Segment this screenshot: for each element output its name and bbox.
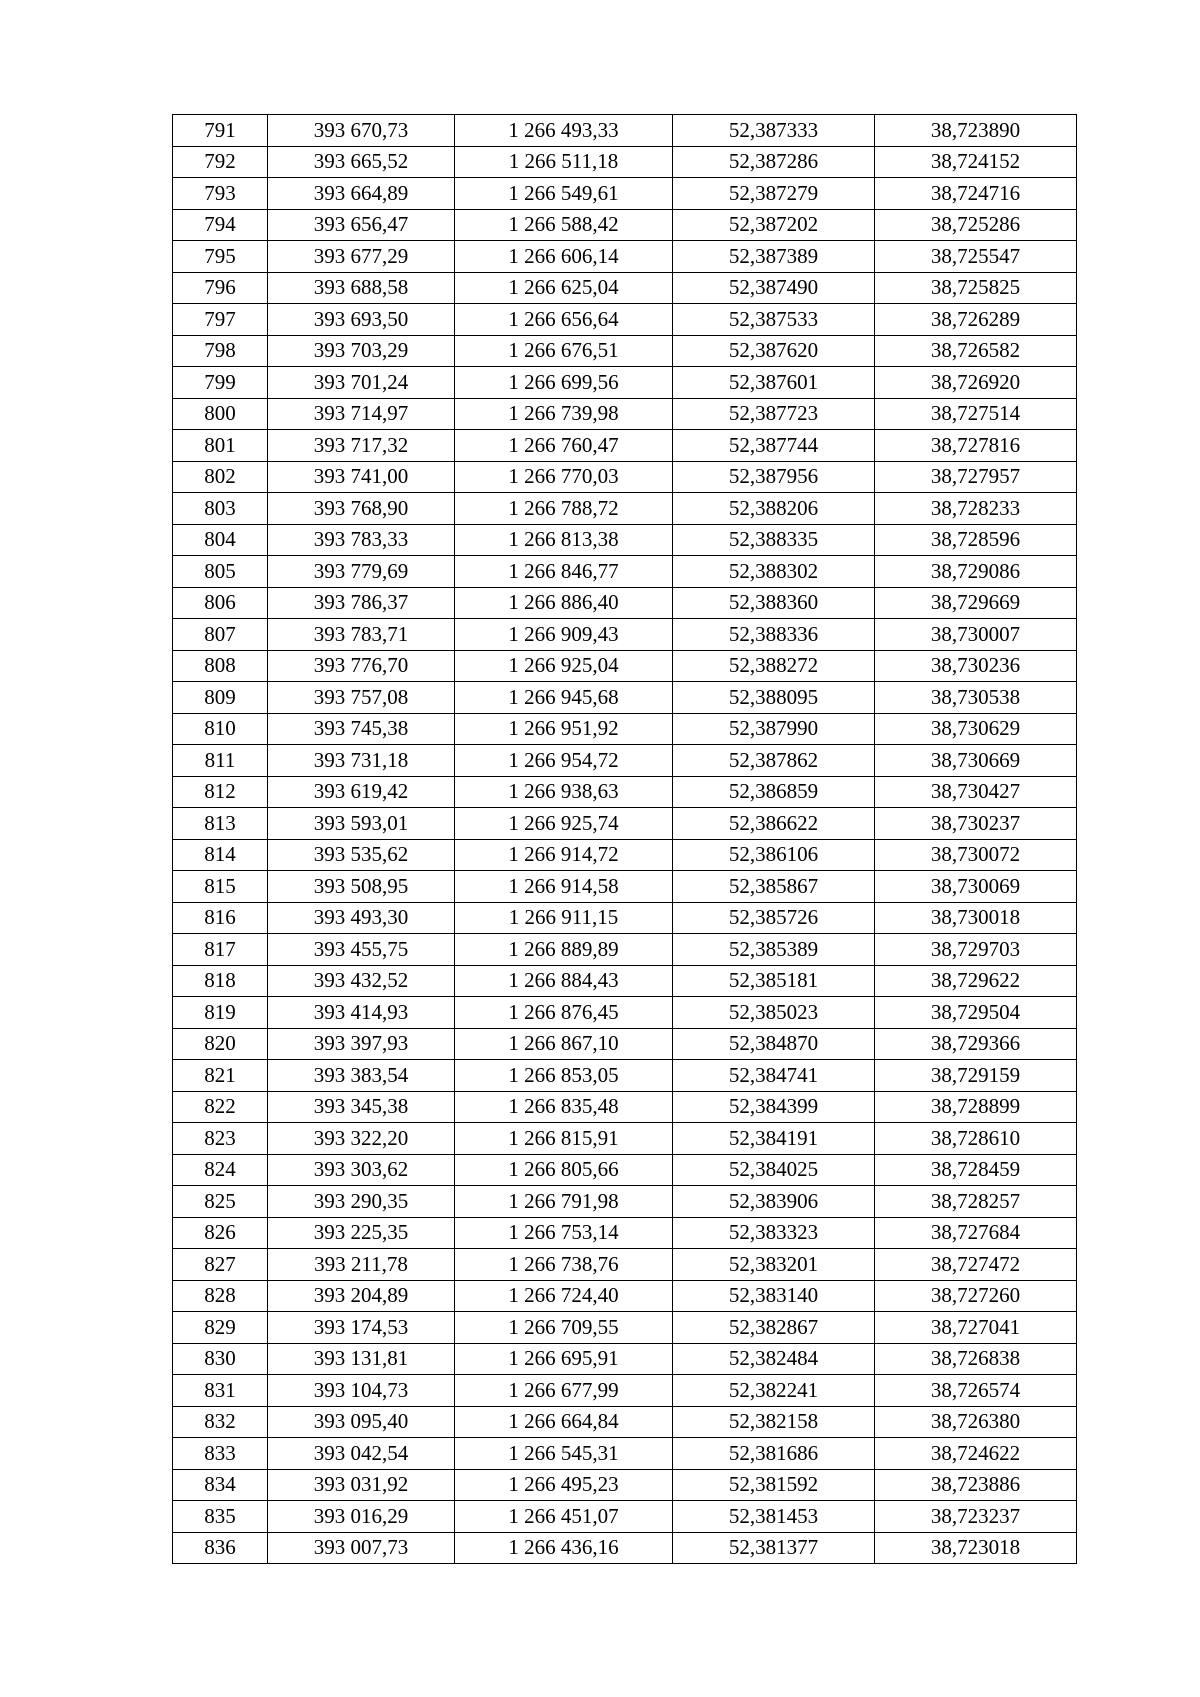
point-number-cell: 804 xyxy=(173,524,268,556)
y-coordinate-cell: 1 266 813,38 xyxy=(455,524,673,556)
x-coordinate-cell: 393 776,70 xyxy=(268,650,455,682)
table-row xyxy=(173,745,1077,777)
x-coordinate-cell: 393 783,71 xyxy=(268,619,455,651)
point-number-cell: 797 xyxy=(173,304,268,336)
latitude-cell: 52,388206 xyxy=(673,493,875,525)
x-coordinate-cell: 393 619,42 xyxy=(268,776,455,808)
table-row xyxy=(173,115,1077,147)
latitude-cell: 52,383323 xyxy=(673,1217,875,1249)
x-coordinate-cell: 393 768,90 xyxy=(268,493,455,525)
point-number-cell: 835 xyxy=(173,1501,268,1533)
y-coordinate-cell: 1 266 699,56 xyxy=(455,367,673,399)
y-coordinate-cell: 1 266 835,48 xyxy=(455,1091,673,1123)
table-row xyxy=(173,1375,1077,1407)
y-coordinate-cell: 1 266 909,43 xyxy=(455,619,673,651)
point-number-cell: 813 xyxy=(173,808,268,840)
longitude-cell: 38,728233 xyxy=(875,493,1077,525)
table-row xyxy=(173,272,1077,304)
table-row xyxy=(173,1060,1077,1092)
longitude-cell: 38,728257 xyxy=(875,1186,1077,1218)
y-coordinate-cell: 1 266 739,98 xyxy=(455,398,673,430)
longitude-cell: 38,727816 xyxy=(875,430,1077,462)
y-coordinate-cell: 1 266 925,74 xyxy=(455,808,673,840)
x-coordinate-cell: 393 508,95 xyxy=(268,871,455,903)
table-row xyxy=(173,461,1077,493)
point-number-cell: 821 xyxy=(173,1060,268,1092)
x-coordinate-cell: 393 322,20 xyxy=(268,1123,455,1155)
point-number-cell: 817 xyxy=(173,934,268,966)
x-coordinate-cell: 393 016,29 xyxy=(268,1501,455,1533)
y-coordinate-cell: 1 266 738,76 xyxy=(455,1249,673,1281)
x-coordinate-cell: 393 432,52 xyxy=(268,965,455,997)
x-coordinate-cell: 393 397,93 xyxy=(268,1028,455,1060)
longitude-cell: 38,725547 xyxy=(875,241,1077,273)
x-coordinate-cell: 393 714,97 xyxy=(268,398,455,430)
latitude-cell: 52,387601 xyxy=(673,367,875,399)
point-number-cell: 794 xyxy=(173,209,268,241)
y-coordinate-cell: 1 266 791,98 xyxy=(455,1186,673,1218)
y-coordinate-cell: 1 266 954,72 xyxy=(455,745,673,777)
table-row xyxy=(173,1123,1077,1155)
longitude-cell: 38,723890 xyxy=(875,115,1077,147)
y-coordinate-cell: 1 266 724,40 xyxy=(455,1280,673,1312)
latitude-cell: 52,387620 xyxy=(673,335,875,367)
latitude-cell: 52,387723 xyxy=(673,398,875,430)
table-row xyxy=(173,1186,1077,1218)
latitude-cell: 52,384191 xyxy=(673,1123,875,1155)
latitude-cell: 52,385181 xyxy=(673,965,875,997)
point-number-cell: 792 xyxy=(173,146,268,178)
point-number-cell: 824 xyxy=(173,1154,268,1186)
point-number-cell: 799 xyxy=(173,367,268,399)
latitude-cell: 52,382158 xyxy=(673,1406,875,1438)
table-row xyxy=(173,1217,1077,1249)
table-row xyxy=(173,839,1077,871)
table-row xyxy=(173,335,1077,367)
y-coordinate-cell: 1 266 676,51 xyxy=(455,335,673,367)
table-row xyxy=(173,619,1077,651)
point-number-cell: 795 xyxy=(173,241,268,273)
table-row xyxy=(173,430,1077,462)
y-coordinate-cell: 1 266 753,14 xyxy=(455,1217,673,1249)
point-number-cell: 833 xyxy=(173,1438,268,1470)
longitude-cell: 38,725825 xyxy=(875,272,1077,304)
table-row xyxy=(173,367,1077,399)
longitude-cell: 38,727041 xyxy=(875,1312,1077,1344)
latitude-cell: 52,388302 xyxy=(673,556,875,588)
longitude-cell: 38,729504 xyxy=(875,997,1077,1029)
point-number-cell: 834 xyxy=(173,1469,268,1501)
y-coordinate-cell: 1 266 914,58 xyxy=(455,871,673,903)
y-coordinate-cell: 1 266 853,05 xyxy=(455,1060,673,1092)
point-number-cell: 802 xyxy=(173,461,268,493)
table-row xyxy=(173,871,1077,903)
y-coordinate-cell: 1 266 805,66 xyxy=(455,1154,673,1186)
x-coordinate-cell: 393 677,29 xyxy=(268,241,455,273)
table-row xyxy=(173,1438,1077,1470)
y-coordinate-cell: 1 266 549,61 xyxy=(455,178,673,210)
table-row xyxy=(173,1406,1077,1438)
table-row xyxy=(173,1091,1077,1123)
longitude-cell: 38,730236 xyxy=(875,650,1077,682)
table-row xyxy=(173,146,1077,178)
table-row xyxy=(173,1249,1077,1281)
longitude-cell: 38,730072 xyxy=(875,839,1077,871)
table-row xyxy=(173,493,1077,525)
latitude-cell: 52,384741 xyxy=(673,1060,875,1092)
latitude-cell: 52,387990 xyxy=(673,713,875,745)
point-number-cell: 808 xyxy=(173,650,268,682)
point-number-cell: 798 xyxy=(173,335,268,367)
point-number-cell: 811 xyxy=(173,745,268,777)
latitude-cell: 52,387279 xyxy=(673,178,875,210)
point-number-cell: 820 xyxy=(173,1028,268,1060)
table-row xyxy=(173,178,1077,210)
longitude-cell: 38,726289 xyxy=(875,304,1077,336)
latitude-cell: 52,388336 xyxy=(673,619,875,651)
longitude-cell: 38,727260 xyxy=(875,1280,1077,1312)
table-row xyxy=(173,776,1077,808)
point-number-cell: 832 xyxy=(173,1406,268,1438)
y-coordinate-cell: 1 266 588,42 xyxy=(455,209,673,241)
x-coordinate-cell: 393 204,89 xyxy=(268,1280,455,1312)
table-row xyxy=(173,1532,1077,1564)
x-coordinate-cell: 393 703,29 xyxy=(268,335,455,367)
point-number-cell: 809 xyxy=(173,682,268,714)
latitude-cell: 52,381453 xyxy=(673,1501,875,1533)
latitude-cell: 52,384870 xyxy=(673,1028,875,1060)
longitude-cell: 38,730018 xyxy=(875,902,1077,934)
table-row xyxy=(173,209,1077,241)
latitude-cell: 52,385867 xyxy=(673,871,875,903)
table-row xyxy=(173,524,1077,556)
y-coordinate-cell: 1 266 493,33 xyxy=(455,115,673,147)
x-coordinate-cell: 393 664,89 xyxy=(268,178,455,210)
point-number-cell: 822 xyxy=(173,1091,268,1123)
y-coordinate-cell: 1 266 451,07 xyxy=(455,1501,673,1533)
latitude-cell: 52,384399 xyxy=(673,1091,875,1123)
y-coordinate-cell: 1 266 695,91 xyxy=(455,1343,673,1375)
x-coordinate-cell: 393 783,33 xyxy=(268,524,455,556)
latitude-cell: 52,387202 xyxy=(673,209,875,241)
x-coordinate-cell: 393 745,38 xyxy=(268,713,455,745)
y-coordinate-cell: 1 266 945,68 xyxy=(455,682,673,714)
latitude-cell: 52,383140 xyxy=(673,1280,875,1312)
y-coordinate-cell: 1 266 511,18 xyxy=(455,146,673,178)
point-number-cell: 803 xyxy=(173,493,268,525)
longitude-cell: 38,727472 xyxy=(875,1249,1077,1281)
x-coordinate-cell: 393 225,35 xyxy=(268,1217,455,1249)
longitude-cell: 38,727957 xyxy=(875,461,1077,493)
longitude-cell: 38,725286 xyxy=(875,209,1077,241)
table-row xyxy=(173,1501,1077,1533)
point-number-cell: 830 xyxy=(173,1343,268,1375)
point-number-cell: 806 xyxy=(173,587,268,619)
latitude-cell: 52,383201 xyxy=(673,1249,875,1281)
latitude-cell: 52,381592 xyxy=(673,1469,875,1501)
table-row xyxy=(173,1280,1077,1312)
y-coordinate-cell: 1 266 867,10 xyxy=(455,1028,673,1060)
longitude-cell: 38,728610 xyxy=(875,1123,1077,1155)
x-coordinate-cell: 393 290,35 xyxy=(268,1186,455,1218)
longitude-cell: 38,730007 xyxy=(875,619,1077,651)
point-number-cell: 829 xyxy=(173,1312,268,1344)
x-coordinate-cell: 393 741,00 xyxy=(268,461,455,493)
y-coordinate-cell: 1 266 911,15 xyxy=(455,902,673,934)
point-number-cell: 836 xyxy=(173,1532,268,1564)
y-coordinate-cell: 1 266 914,72 xyxy=(455,839,673,871)
table-row xyxy=(173,650,1077,682)
y-coordinate-cell: 1 266 951,92 xyxy=(455,713,673,745)
latitude-cell: 52,382867 xyxy=(673,1312,875,1344)
table-row xyxy=(173,241,1077,273)
x-coordinate-cell: 393 693,50 xyxy=(268,304,455,336)
y-coordinate-cell: 1 266 846,77 xyxy=(455,556,673,588)
table-row xyxy=(173,997,1077,1029)
point-number-cell: 810 xyxy=(173,713,268,745)
y-coordinate-cell: 1 266 815,91 xyxy=(455,1123,673,1155)
longitude-cell: 38,726582 xyxy=(875,335,1077,367)
table-row xyxy=(173,398,1077,430)
longitude-cell: 38,730538 xyxy=(875,682,1077,714)
latitude-cell: 52,387533 xyxy=(673,304,875,336)
x-coordinate-cell: 393 779,69 xyxy=(268,556,455,588)
x-coordinate-cell: 393 717,32 xyxy=(268,430,455,462)
y-coordinate-cell: 1 266 760,47 xyxy=(455,430,673,462)
table-row xyxy=(173,902,1077,934)
longitude-cell: 38,729703 xyxy=(875,934,1077,966)
latitude-cell: 52,385389 xyxy=(673,934,875,966)
longitude-cell: 38,726574 xyxy=(875,1375,1077,1407)
y-coordinate-cell: 1 266 677,99 xyxy=(455,1375,673,1407)
latitude-cell: 52,386859 xyxy=(673,776,875,808)
point-number-cell: 814 xyxy=(173,839,268,871)
table-row xyxy=(173,1469,1077,1501)
latitude-cell: 52,381377 xyxy=(673,1532,875,1564)
longitude-cell: 38,730069 xyxy=(875,871,1077,903)
y-coordinate-cell: 1 266 884,43 xyxy=(455,965,673,997)
latitude-cell: 52,383906 xyxy=(673,1186,875,1218)
latitude-cell: 52,388335 xyxy=(673,524,875,556)
latitude-cell: 52,387490 xyxy=(673,272,875,304)
x-coordinate-cell: 393 665,52 xyxy=(268,146,455,178)
y-coordinate-cell: 1 266 876,45 xyxy=(455,997,673,1029)
y-coordinate-cell: 1 266 709,55 xyxy=(455,1312,673,1344)
longitude-cell: 38,727684 xyxy=(875,1217,1077,1249)
longitude-cell: 38,729622 xyxy=(875,965,1077,997)
point-number-cell: 819 xyxy=(173,997,268,1029)
x-coordinate-cell: 393 786,37 xyxy=(268,587,455,619)
y-coordinate-cell: 1 266 545,31 xyxy=(455,1438,673,1470)
point-number-cell: 827 xyxy=(173,1249,268,1281)
point-number-cell: 801 xyxy=(173,430,268,462)
longitude-cell: 38,726920 xyxy=(875,367,1077,399)
x-coordinate-cell: 393 031,92 xyxy=(268,1469,455,1501)
table-row xyxy=(173,934,1077,966)
latitude-cell: 52,387286 xyxy=(673,146,875,178)
coordinates-table-body xyxy=(173,115,1077,1564)
latitude-cell: 52,388272 xyxy=(673,650,875,682)
x-coordinate-cell: 393 701,24 xyxy=(268,367,455,399)
x-coordinate-cell: 393 593,01 xyxy=(268,808,455,840)
latitude-cell: 52,388360 xyxy=(673,587,875,619)
y-coordinate-cell: 1 266 625,04 xyxy=(455,272,673,304)
x-coordinate-cell: 393 131,81 xyxy=(268,1343,455,1375)
longitude-cell: 38,730427 xyxy=(875,776,1077,808)
table-row xyxy=(173,1312,1077,1344)
longitude-cell: 38,730669 xyxy=(875,745,1077,777)
x-coordinate-cell: 393 414,93 xyxy=(268,997,455,1029)
point-number-cell: 831 xyxy=(173,1375,268,1407)
point-number-cell: 818 xyxy=(173,965,268,997)
latitude-cell: 52,385023 xyxy=(673,997,875,1029)
point-number-cell: 791 xyxy=(173,115,268,147)
table-row xyxy=(173,1028,1077,1060)
y-coordinate-cell: 1 266 770,03 xyxy=(455,461,673,493)
x-coordinate-cell: 393 731,18 xyxy=(268,745,455,777)
point-number-cell: 816 xyxy=(173,902,268,934)
point-number-cell: 800 xyxy=(173,398,268,430)
table-row xyxy=(173,587,1077,619)
x-coordinate-cell: 393 303,62 xyxy=(268,1154,455,1186)
x-coordinate-cell: 393 104,73 xyxy=(268,1375,455,1407)
latitude-cell: 52,385726 xyxy=(673,902,875,934)
point-number-cell: 825 xyxy=(173,1186,268,1218)
longitude-cell: 38,724716 xyxy=(875,178,1077,210)
x-coordinate-cell: 393 211,78 xyxy=(268,1249,455,1281)
y-coordinate-cell: 1 266 886,40 xyxy=(455,587,673,619)
longitude-cell: 38,727514 xyxy=(875,398,1077,430)
y-coordinate-cell: 1 266 889,89 xyxy=(455,934,673,966)
longitude-cell: 38,723018 xyxy=(875,1532,1077,1564)
point-number-cell: 805 xyxy=(173,556,268,588)
x-coordinate-cell: 393 345,38 xyxy=(268,1091,455,1123)
point-number-cell: 828 xyxy=(173,1280,268,1312)
table-row xyxy=(173,1154,1077,1186)
table-row xyxy=(173,556,1077,588)
latitude-cell: 52,387744 xyxy=(673,430,875,462)
latitude-cell: 52,388095 xyxy=(673,682,875,714)
longitude-cell: 38,729086 xyxy=(875,556,1077,588)
latitude-cell: 52,386106 xyxy=(673,839,875,871)
x-coordinate-cell: 393 042,54 xyxy=(268,1438,455,1470)
latitude-cell: 52,382484 xyxy=(673,1343,875,1375)
latitude-cell: 52,381686 xyxy=(673,1438,875,1470)
latitude-cell: 52,387333 xyxy=(673,115,875,147)
x-coordinate-cell: 393 688,58 xyxy=(268,272,455,304)
y-coordinate-cell: 1 266 436,16 xyxy=(455,1532,673,1564)
x-coordinate-cell: 393 493,30 xyxy=(268,902,455,934)
longitude-cell: 38,723886 xyxy=(875,1469,1077,1501)
table-row xyxy=(173,682,1077,714)
latitude-cell: 52,387956 xyxy=(673,461,875,493)
longitude-cell: 38,726838 xyxy=(875,1343,1077,1375)
longitude-cell: 38,729669 xyxy=(875,587,1077,619)
longitude-cell: 38,729159 xyxy=(875,1060,1077,1092)
latitude-cell: 52,386622 xyxy=(673,808,875,840)
latitude-cell: 52,387862 xyxy=(673,745,875,777)
longitude-cell: 38,730629 xyxy=(875,713,1077,745)
table-row xyxy=(173,304,1077,336)
longitude-cell: 38,729366 xyxy=(875,1028,1077,1060)
y-coordinate-cell: 1 266 938,63 xyxy=(455,776,673,808)
point-number-cell: 812 xyxy=(173,776,268,808)
longitude-cell: 38,726380 xyxy=(875,1406,1077,1438)
latitude-cell: 52,384025 xyxy=(673,1154,875,1186)
x-coordinate-cell: 393 455,75 xyxy=(268,934,455,966)
x-coordinate-cell: 393 383,54 xyxy=(268,1060,455,1092)
x-coordinate-cell: 393 007,73 xyxy=(268,1532,455,1564)
y-coordinate-cell: 1 266 788,72 xyxy=(455,493,673,525)
y-coordinate-cell: 1 266 495,23 xyxy=(455,1469,673,1501)
longitude-cell: 38,724152 xyxy=(875,146,1077,178)
longitude-cell: 38,728899 xyxy=(875,1091,1077,1123)
latitude-cell: 52,382241 xyxy=(673,1375,875,1407)
point-number-cell: 807 xyxy=(173,619,268,651)
x-coordinate-cell: 393 656,47 xyxy=(268,209,455,241)
longitude-cell: 38,728596 xyxy=(875,524,1077,556)
table-row xyxy=(173,713,1077,745)
point-number-cell: 823 xyxy=(173,1123,268,1155)
longitude-cell: 38,723237 xyxy=(875,1501,1077,1533)
table-row xyxy=(173,965,1077,997)
y-coordinate-cell: 1 266 925,04 xyxy=(455,650,673,682)
y-coordinate-cell: 1 266 606,14 xyxy=(455,241,673,273)
point-number-cell: 826 xyxy=(173,1217,268,1249)
point-number-cell: 815 xyxy=(173,871,268,903)
longitude-cell: 38,728459 xyxy=(875,1154,1077,1186)
x-coordinate-cell: 393 757,08 xyxy=(268,682,455,714)
y-coordinate-cell: 1 266 656,64 xyxy=(455,304,673,336)
table-row xyxy=(173,1343,1077,1375)
latitude-cell: 52,387389 xyxy=(673,241,875,273)
longitude-cell: 38,724622 xyxy=(875,1438,1077,1470)
x-coordinate-cell: 393 174,53 xyxy=(268,1312,455,1344)
point-number-cell: 796 xyxy=(173,272,268,304)
coordinates-table xyxy=(172,114,1077,1564)
longitude-cell: 38,730237 xyxy=(875,808,1077,840)
x-coordinate-cell: 393 535,62 xyxy=(268,839,455,871)
x-coordinate-cell: 393 095,40 xyxy=(268,1406,455,1438)
point-number-cell: 793 xyxy=(173,178,268,210)
x-coordinate-cell: 393 670,73 xyxy=(268,115,455,147)
table-row xyxy=(173,808,1077,840)
y-coordinate-cell: 1 266 664,84 xyxy=(455,1406,673,1438)
